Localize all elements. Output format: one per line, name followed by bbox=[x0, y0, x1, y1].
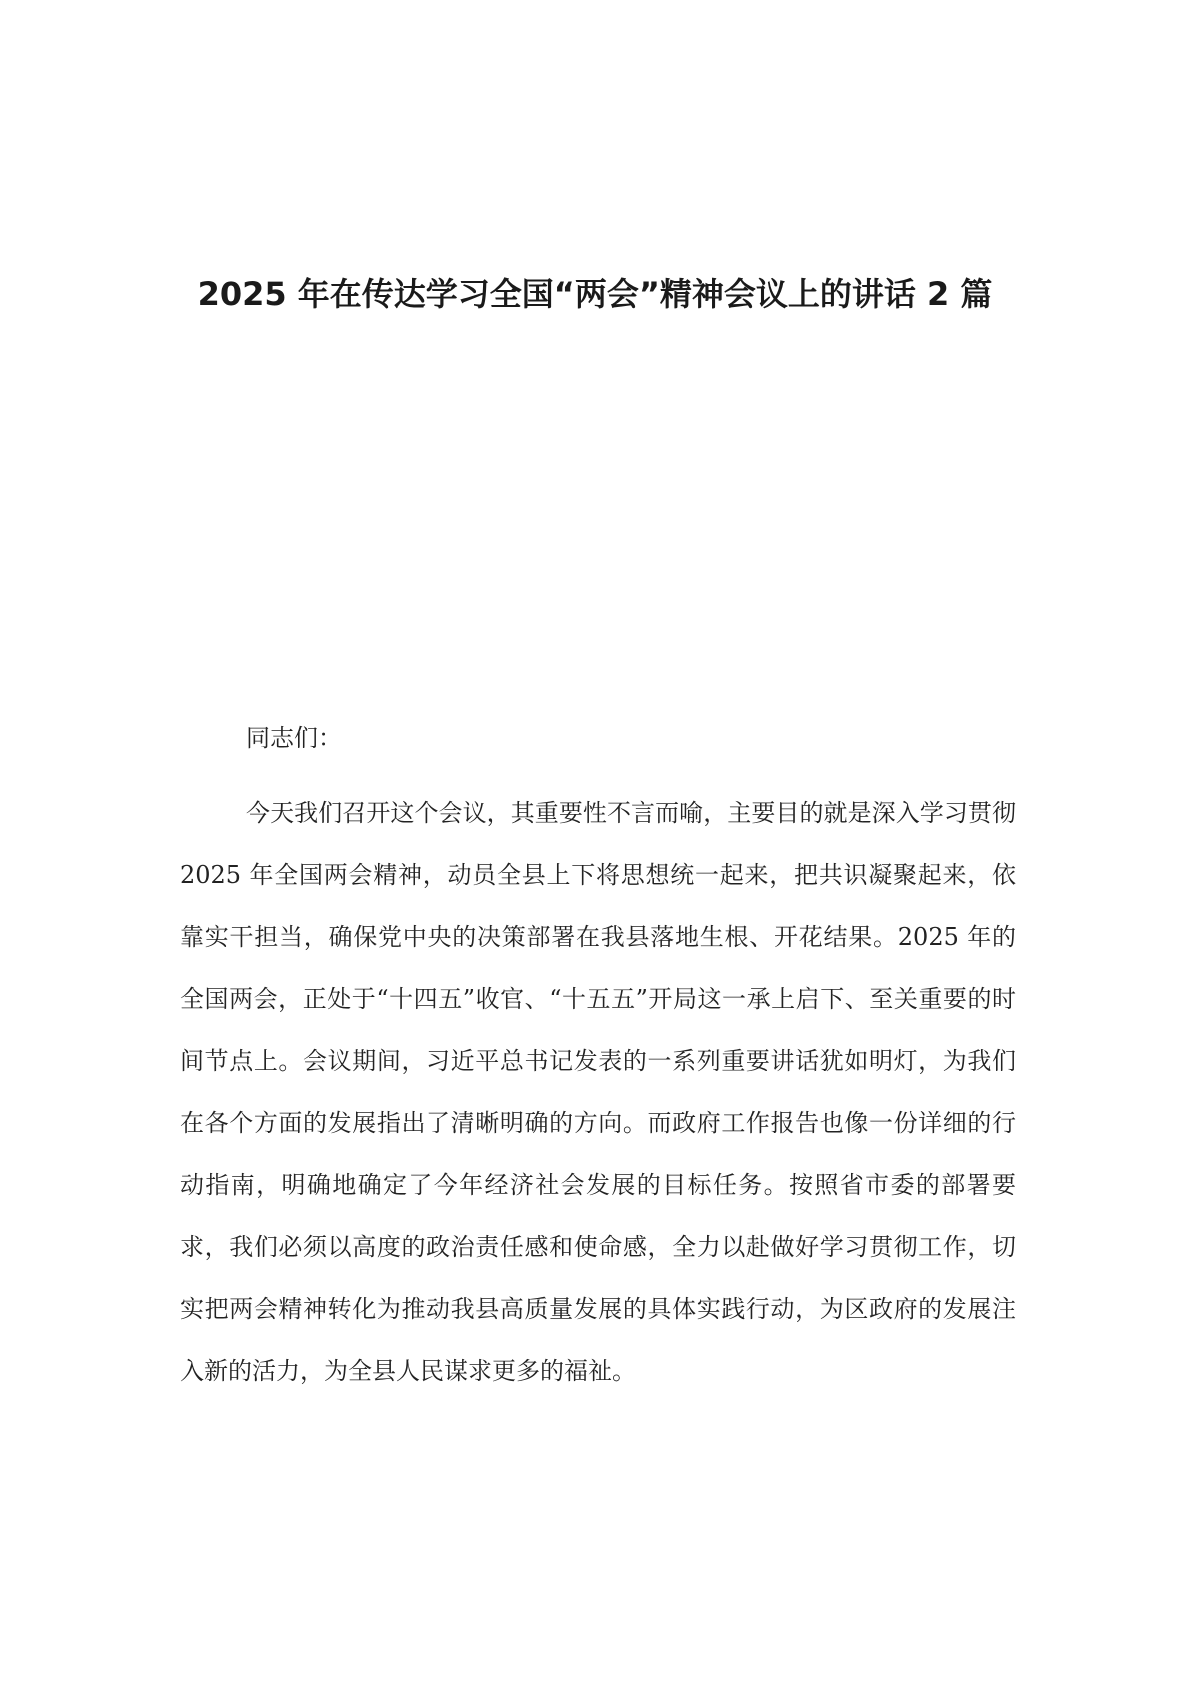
body-paragraph: 今天我们召开这个会议，其重要性不言而喻，主要目的就是深入学习贯彻 2025 年全国两会精神，动员全县上下将思想统一起来，把共识凝聚起来，依靠实干担当，确保党中央的决策部署在我县落地生根、开花结果。2025 年的全国两会，正处于“十四五”收官、“十五五”开局这一承上启下、至关重要的时间节点上。会议期间，习近平总书记发表的一系列重要讲话犹如明灯，为我们在各个方面的发展指出了清晰明确的方向。而政府工作报告也像一份详细的行动指南，明确地确定了今年经济社会发展的目标任务。按照省市委的部署要求，我们必须以高度的政治责任感和使命感，全力以赴做好学习贯彻工作，切实把两会精神转化为推动我县高质量发展的具体实践行动，为区政府的发展注入新的活力，为全县人民谋求更多的福祉。 bbox=[180, 799, 1016, 1385]
salutation: 同志们： bbox=[246, 724, 342, 752]
document-title: 2025 年在传达学习全国“两会”精神会议上的讲话 2 篇 bbox=[197, 275, 993, 313]
document-body bbox=[180, 718, 1016, 1402]
